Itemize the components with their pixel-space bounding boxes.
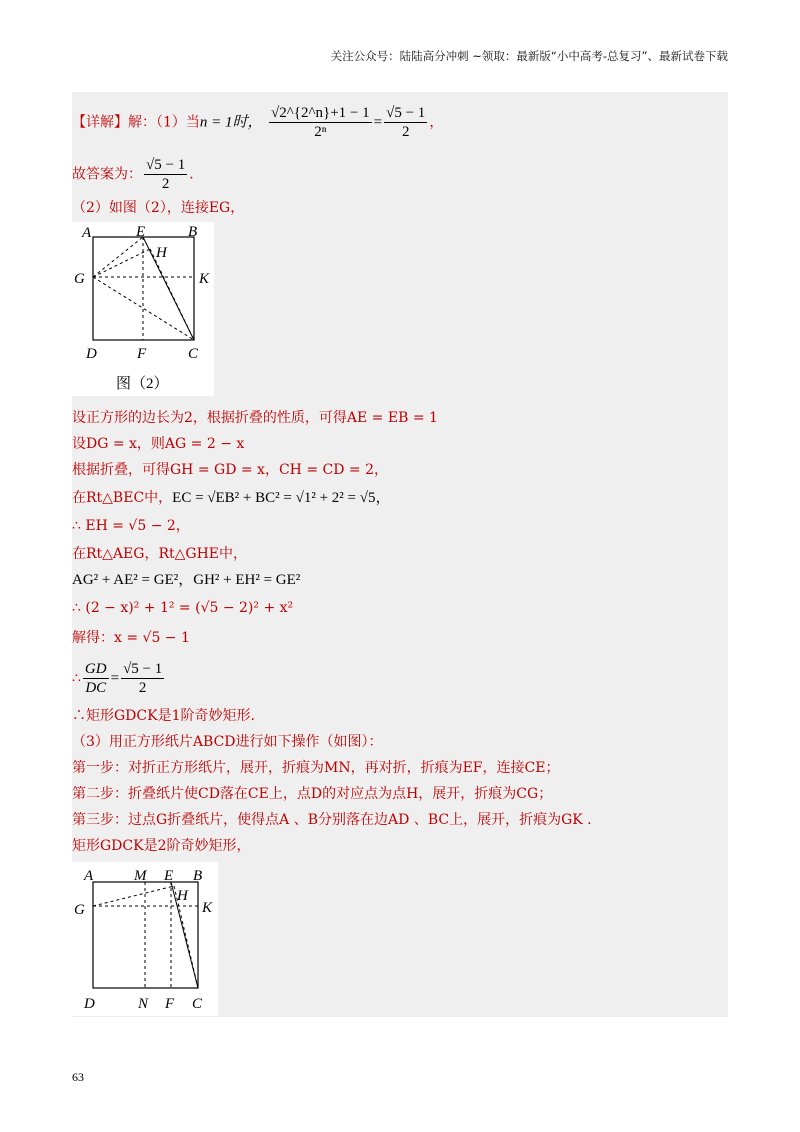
solution-line-7 <box>72 488 390 508</box>
solution-line-17: 第二步：折叠纸片使CD落在CE上，点D的对应点为点H，展开，折痕为CG； <box>72 786 553 802</box>
triangle-bec-label: 在Rt△BEC中， <box>72 490 173 506</box>
label-g: G <box>74 902 85 918</box>
detail-tag: 【详解】 <box>72 114 128 131</box>
solution-line-15: （3）用正方形纸片ABCD进行如下操作（如图）： <box>72 734 383 750</box>
figure-3-diagram <box>72 862 218 1016</box>
solution-line-1: 【详解】解：（1）当n = 1时， $\frac{√2\^{}\{2\^{}n\}+1 - 1}{\text{2ⁿ}}$ = $\frac{√5 - 1}{2}$ ， <box>72 105 444 140</box>
label-f: F <box>137 346 147 362</box>
solution-line-2 <box>72 156 194 193</box>
solution-line-12: 解得：x = √5 − 1 <box>72 630 190 646</box>
solution-line-18: 第三步：过点G折叠纸片，使得点A 、B分别落在边AD 、BC上，展开，折痕为GK . <box>72 812 592 828</box>
label-c: C <box>192 996 203 1012</box>
fraction-numerator: √5 − 1 <box>123 661 163 677</box>
label-b: B <box>193 868 203 884</box>
part1-fraction-general <box>269 104 372 141</box>
solution-line-6: 根据折叠，可得GH = GD = x，CH = CD = 2， <box>72 462 388 478</box>
segment-gh <box>93 886 174 906</box>
label-m: M <box>134 868 147 884</box>
label-n: N <box>138 996 149 1012</box>
solution-line-16: 第一步：对折正方形纸片，展开，折痕为MN，再对折，折痕为EF，连接CE； <box>72 760 560 776</box>
fraction-numerator: √2^{2^n}+1 − 1 <box>271 105 370 121</box>
solution-line-19: 矩形GDCK是2阶奇妙矩形， <box>72 838 251 854</box>
fraction-numerator: √5 − 1 <box>146 157 186 173</box>
punctuation: ， <box>429 114 444 131</box>
fraction-denominator: 2 <box>161 176 170 192</box>
solution-line-9: 在Rt△AEG，Rt△GHE中， <box>72 546 247 562</box>
label-a: A <box>84 868 94 884</box>
label-e: E <box>164 868 174 884</box>
label-b: B <box>188 224 198 240</box>
figure-2-diagram <box>72 222 214 396</box>
segment-ec <box>143 237 194 340</box>
segment-hc <box>150 249 194 340</box>
solution-line-10: AG² + AE² = GE²，GH² + EH² = GE² <box>72 572 301 588</box>
page-header: 关注公众号：陆陆高分冲刺 ~领取：最新版“小中高考-总复习”、最新试卷下载 <box>330 49 728 63</box>
label-g: G <box>74 271 85 287</box>
fraction-denominator: 2 <box>401 124 410 140</box>
solution-line-14: ∴矩形GDCK是1阶奇妙矩形. <box>72 708 255 724</box>
page-number: 63 <box>72 1070 84 1084</box>
fraction-numerator: √5 − 1 <box>386 105 426 121</box>
figure-2 <box>72 222 214 396</box>
ratio-gd-dc <box>83 660 109 697</box>
label-k: K <box>199 271 210 287</box>
label-f: F <box>165 996 175 1012</box>
part1-intro: 解：（1）当 <box>128 114 200 131</box>
answer-label: 故答案为： <box>72 166 142 183</box>
equals-sign: = <box>110 670 120 687</box>
segment-gh <box>93 249 150 277</box>
therefore-symbol: ∴ <box>72 670 81 687</box>
solution-line-8: ∴ EH = √5 − 2， <box>72 518 190 534</box>
answer-fraction <box>144 156 187 193</box>
solution-line-4: 设正方形的边长为2，根据折叠的性质，可得AE = EB = 1 <box>72 410 438 426</box>
label-k: K <box>202 900 213 916</box>
solution-line-5: 设DG = x，则AG = 2 − x <box>72 436 245 452</box>
part1-fraction-value <box>384 104 427 141</box>
fraction-denominator: DC <box>85 680 107 696</box>
label-h: H <box>177 888 188 904</box>
ec-length-formula: EC = √EB² + BC² = √1² + 2² = √5， <box>172 490 391 506</box>
figure-2-caption: 图（2） <box>116 376 169 392</box>
label-h: H <box>156 245 167 261</box>
fraction-denominator: 2 <box>138 680 147 696</box>
label-e: E <box>136 224 146 240</box>
part1-condition: n = 1时， <box>199 114 263 131</box>
segment-ge <box>93 237 143 277</box>
ratio-value <box>121 660 164 697</box>
fraction-denominator: 2ⁿ <box>314 124 327 140</box>
solution-line-11: ∴ (2 − x)² + 1² = (√5 − 2)² + x² <box>72 600 294 616</box>
label-c: C <box>188 346 199 362</box>
solution-line-3: （2）如图（2），连接EG， <box>72 200 245 216</box>
label-a: A <box>82 225 92 241</box>
label-d: D <box>84 996 95 1012</box>
figure-3 <box>72 862 218 1016</box>
label-d: D <box>86 346 97 362</box>
punctuation: . <box>189 166 194 183</box>
fraction-numerator: GD <box>84 661 107 677</box>
solution-line-13 <box>72 660 166 697</box>
